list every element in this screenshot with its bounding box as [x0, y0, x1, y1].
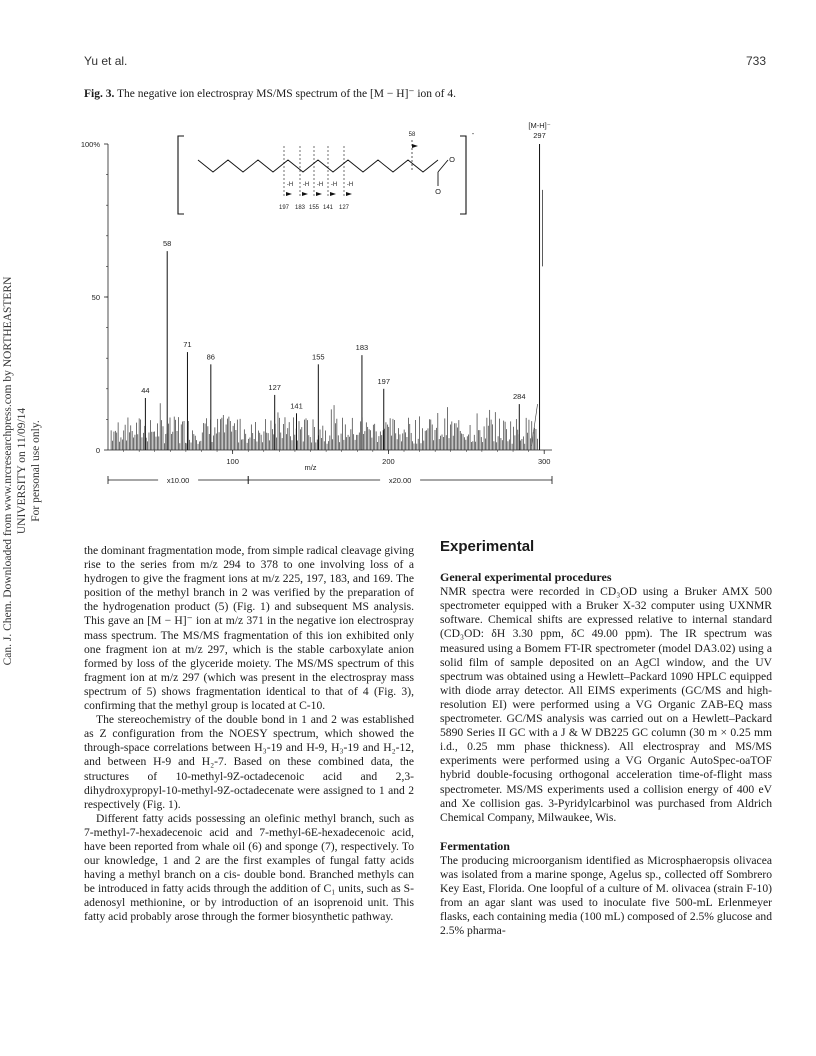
magnification-label: x10.00 — [166, 476, 190, 485]
subsection-title: Fermentation — [440, 838, 510, 853]
paragraph: The producing microorganism identified as Microsphaeropsis olivacea was isolated from a marine sponge, Agelus sp., collected off Sombrero Key East, Florida. One loopful of a culture of M. olivacea (strain F-10) from an agar slant was used to inoculate five 500-mL Erlenmeyer flasks, each containing media (100 mL) composed of 2.5% glucose and 2.5% pharma- — [440, 853, 772, 938]
right-text-column — [440, 540, 772, 938]
h-loss-label: -H — [346, 182, 354, 188]
page-number: 733 — [745, 54, 766, 68]
fragment-arrow — [330, 192, 336, 196]
x-tick-label: 200 — [382, 457, 395, 466]
x-tick-label: 100 — [226, 457, 239, 466]
figure-caption-text: The negative ion electrospray MS/MS spectrum of the [M − H]⁻ ion of 4. — [117, 88, 456, 100]
download-watermark — [1, 261, 43, 681]
chemical-structure — [178, 129, 475, 214]
x-tick-label: 300 — [537, 457, 551, 466]
paragraph: the dominant fragmentation mode, from simple radical cleavage giving rise to the series from m/z 294 to 378 to one involving loss of a hydrogen to give the fragment ions at m/z 225, 197, 183, and 169. The position of the methyl branch in 2 was verified by the preparation of the hydrogenation product (5) (Fig. 1) and subsequent MS analysis. This gave an [M − H]⁻ ion at m/z 371 in the negative ion electrospray mass spectrum. The MS/MS fragmentation of this ion exhibited only one fragment ion at m/z 297, which is the stable carboxylate anion formed by loss of the glyceride moiety. The MS/MS spectrum of this fragment ion at m/z 297 (which was present in the electrospray mass spectrum of 5) shows fragmentation identical to that of 4 (Fig. 3), confirming that the methyl group is located at C-10. — [84, 544, 414, 713]
peak-label-71: 71 — [183, 340, 192, 350]
left-text-column — [84, 544, 414, 925]
peak-label-197: 197 — [377, 376, 391, 386]
h-loss-label: -H — [286, 182, 294, 188]
alkyl-chain — [198, 160, 438, 172]
y-tick-label: 100% — [80, 140, 100, 149]
watermark-line-1: Can. J. Chem. Downloaded from www.nrcresearchpress.com by NORTHEASTERN UNIVERSITY on 11/09/14 — [2, 276, 28, 666]
ms-ms-spectrum-figure — [60, 110, 570, 500]
paragraph: The stereochemistry of the double bond in 1 and 2 was established as Z configuration from the NOESY spectrum, which showed the through-space correlations between H₃-19 and H-9, H₃-19 and H₂-12, and between H-9 and H₂-7. Based on these combined data, the structures of 10-methyl-9Z-octadecenoic acid and 2,3-dihydroxypropyl-10-methyl-9Z-octadecenate were assigned to 1 and 2 respectively (Fig. 1). — [84, 713, 414, 811]
fragment-label-155: 155 — [308, 205, 320, 211]
oxygen-atom-2: O — [435, 187, 441, 196]
fragment-label-197: 197 — [278, 205, 290, 211]
peak-label-86: 86 — [206, 352, 215, 362]
bracket-right — [460, 136, 466, 214]
branch-arrow — [412, 144, 418, 148]
fragment-arrow — [302, 192, 308, 196]
oxygen-atom-1: O — [449, 155, 455, 164]
bracket-charge: - — [471, 129, 475, 138]
peak-label-297: 297 — [533, 131, 546, 140]
peak-label-141: 141 — [290, 401, 303, 411]
h-loss-label: -H — [316, 182, 324, 188]
bracket-left — [178, 136, 184, 214]
fragment-label-127: 127 — [338, 205, 350, 211]
magnification-scale — [108, 474, 552, 486]
peak-label-44: 44 — [141, 385, 150, 395]
figure-caption — [84, 86, 456, 100]
section-title-experimental: Experimental — [440, 538, 535, 555]
fragment-arrow — [346, 192, 352, 196]
magnification-label: x20.00 — [388, 476, 412, 485]
peak-label-155: 155 — [312, 352, 325, 362]
spectrum-svg — [60, 110, 570, 500]
branch-label: 58 — [408, 132, 416, 138]
fragment-label-141: 141 — [322, 205, 334, 211]
fragment-arrow — [316, 192, 322, 196]
fragment-label-183: 183 — [294, 205, 306, 211]
h-loss-label: -H — [302, 182, 310, 188]
h-loss-label: -H — [330, 182, 338, 188]
paragraph: Different fatty acids possessing an olefinic methyl branch, such as 7-methyl-7-hexadecenoic acid and 7-methyl-6E-hexadecenoic acid, have been reported from whale oil (6) and sponge (7), respectively. To our knowledge, 1 and 2 are the first examples of fungal fatty acids having a methyl branch on a cis- double bond. Branched methyls can be introduced in fatty acids through the addition of C₁ units, such as S-adenosyl methionine, or by introduction of an isoprenoid unit. This fatty acid probably arose through the former biosynthetic pathway. — [84, 811, 414, 924]
peak-label-183: 183 — [355, 343, 369, 353]
carbonyl-bond — [438, 160, 448, 172]
peak-label-284: 284 — [513, 392, 526, 402]
y-tick-label: 0 — [95, 446, 100, 455]
paragraph: NMR spectra were recorded in CD₃OD using a Bruker AMX 500 spectrometer equipped with a Bruker X-32 computer using UXNMR software. Chemical shifts are expressed relative to internal standard (CD₃OD: δH 3.30 ppm, δC 49.00 ppm). The IR spectrum was measured using a Bomem FT-IR spectrometer (model DA3.02) using a solid film of sample deposited on an AgCl window, and the UV spectrum was obtained using a Hewlett–Packard 1090 HPLC equipped with diode array detector. All EIMS experiments (GC/MS and high-resolution EI) were performed using a VG Organic ZAB-EQ mass spectrometer. GC/MS analysis was carried out on a Hewlett–Packard 5890 Series II GC with a J & W DB225 GC column (30 m × 0.25 mm i.d., 0.25 mm phase thickness). All electrospray and MS/MS experiments were performed using a VG Organic AutoSpec-oaTOF hybrid double-focusing orthogonal acceleration time-of-flight mass spectrometer. MS/MS experiments used a collision energy of 400 eV and Xe collision gas. 3-Pyridylcarbinol was purchased from Aldrich Chemical Company, Milwaukee, Wis. — [440, 585, 772, 824]
peak-label-58: 58 — [163, 239, 172, 249]
y-tick-label: 50 — [91, 293, 100, 302]
spectrum-peaks — [141, 121, 550, 450]
peak-label-127: 127 — [268, 382, 281, 392]
running-header-author: Yu et al. — [84, 54, 128, 68]
precursor-label: [M-H]⁻ — [528, 121, 551, 130]
fragment-arrow — [286, 192, 292, 196]
figure-label: Fig. 3. — [84, 88, 115, 100]
subsection-title: General experimental procedures — [440, 570, 612, 585]
spectrum-axes — [81, 140, 552, 472]
x-axis-label: m/z — [304, 463, 317, 472]
baseline-noise — [111, 403, 537, 450]
watermark-line-2: For personal use only. — [30, 420, 42, 522]
